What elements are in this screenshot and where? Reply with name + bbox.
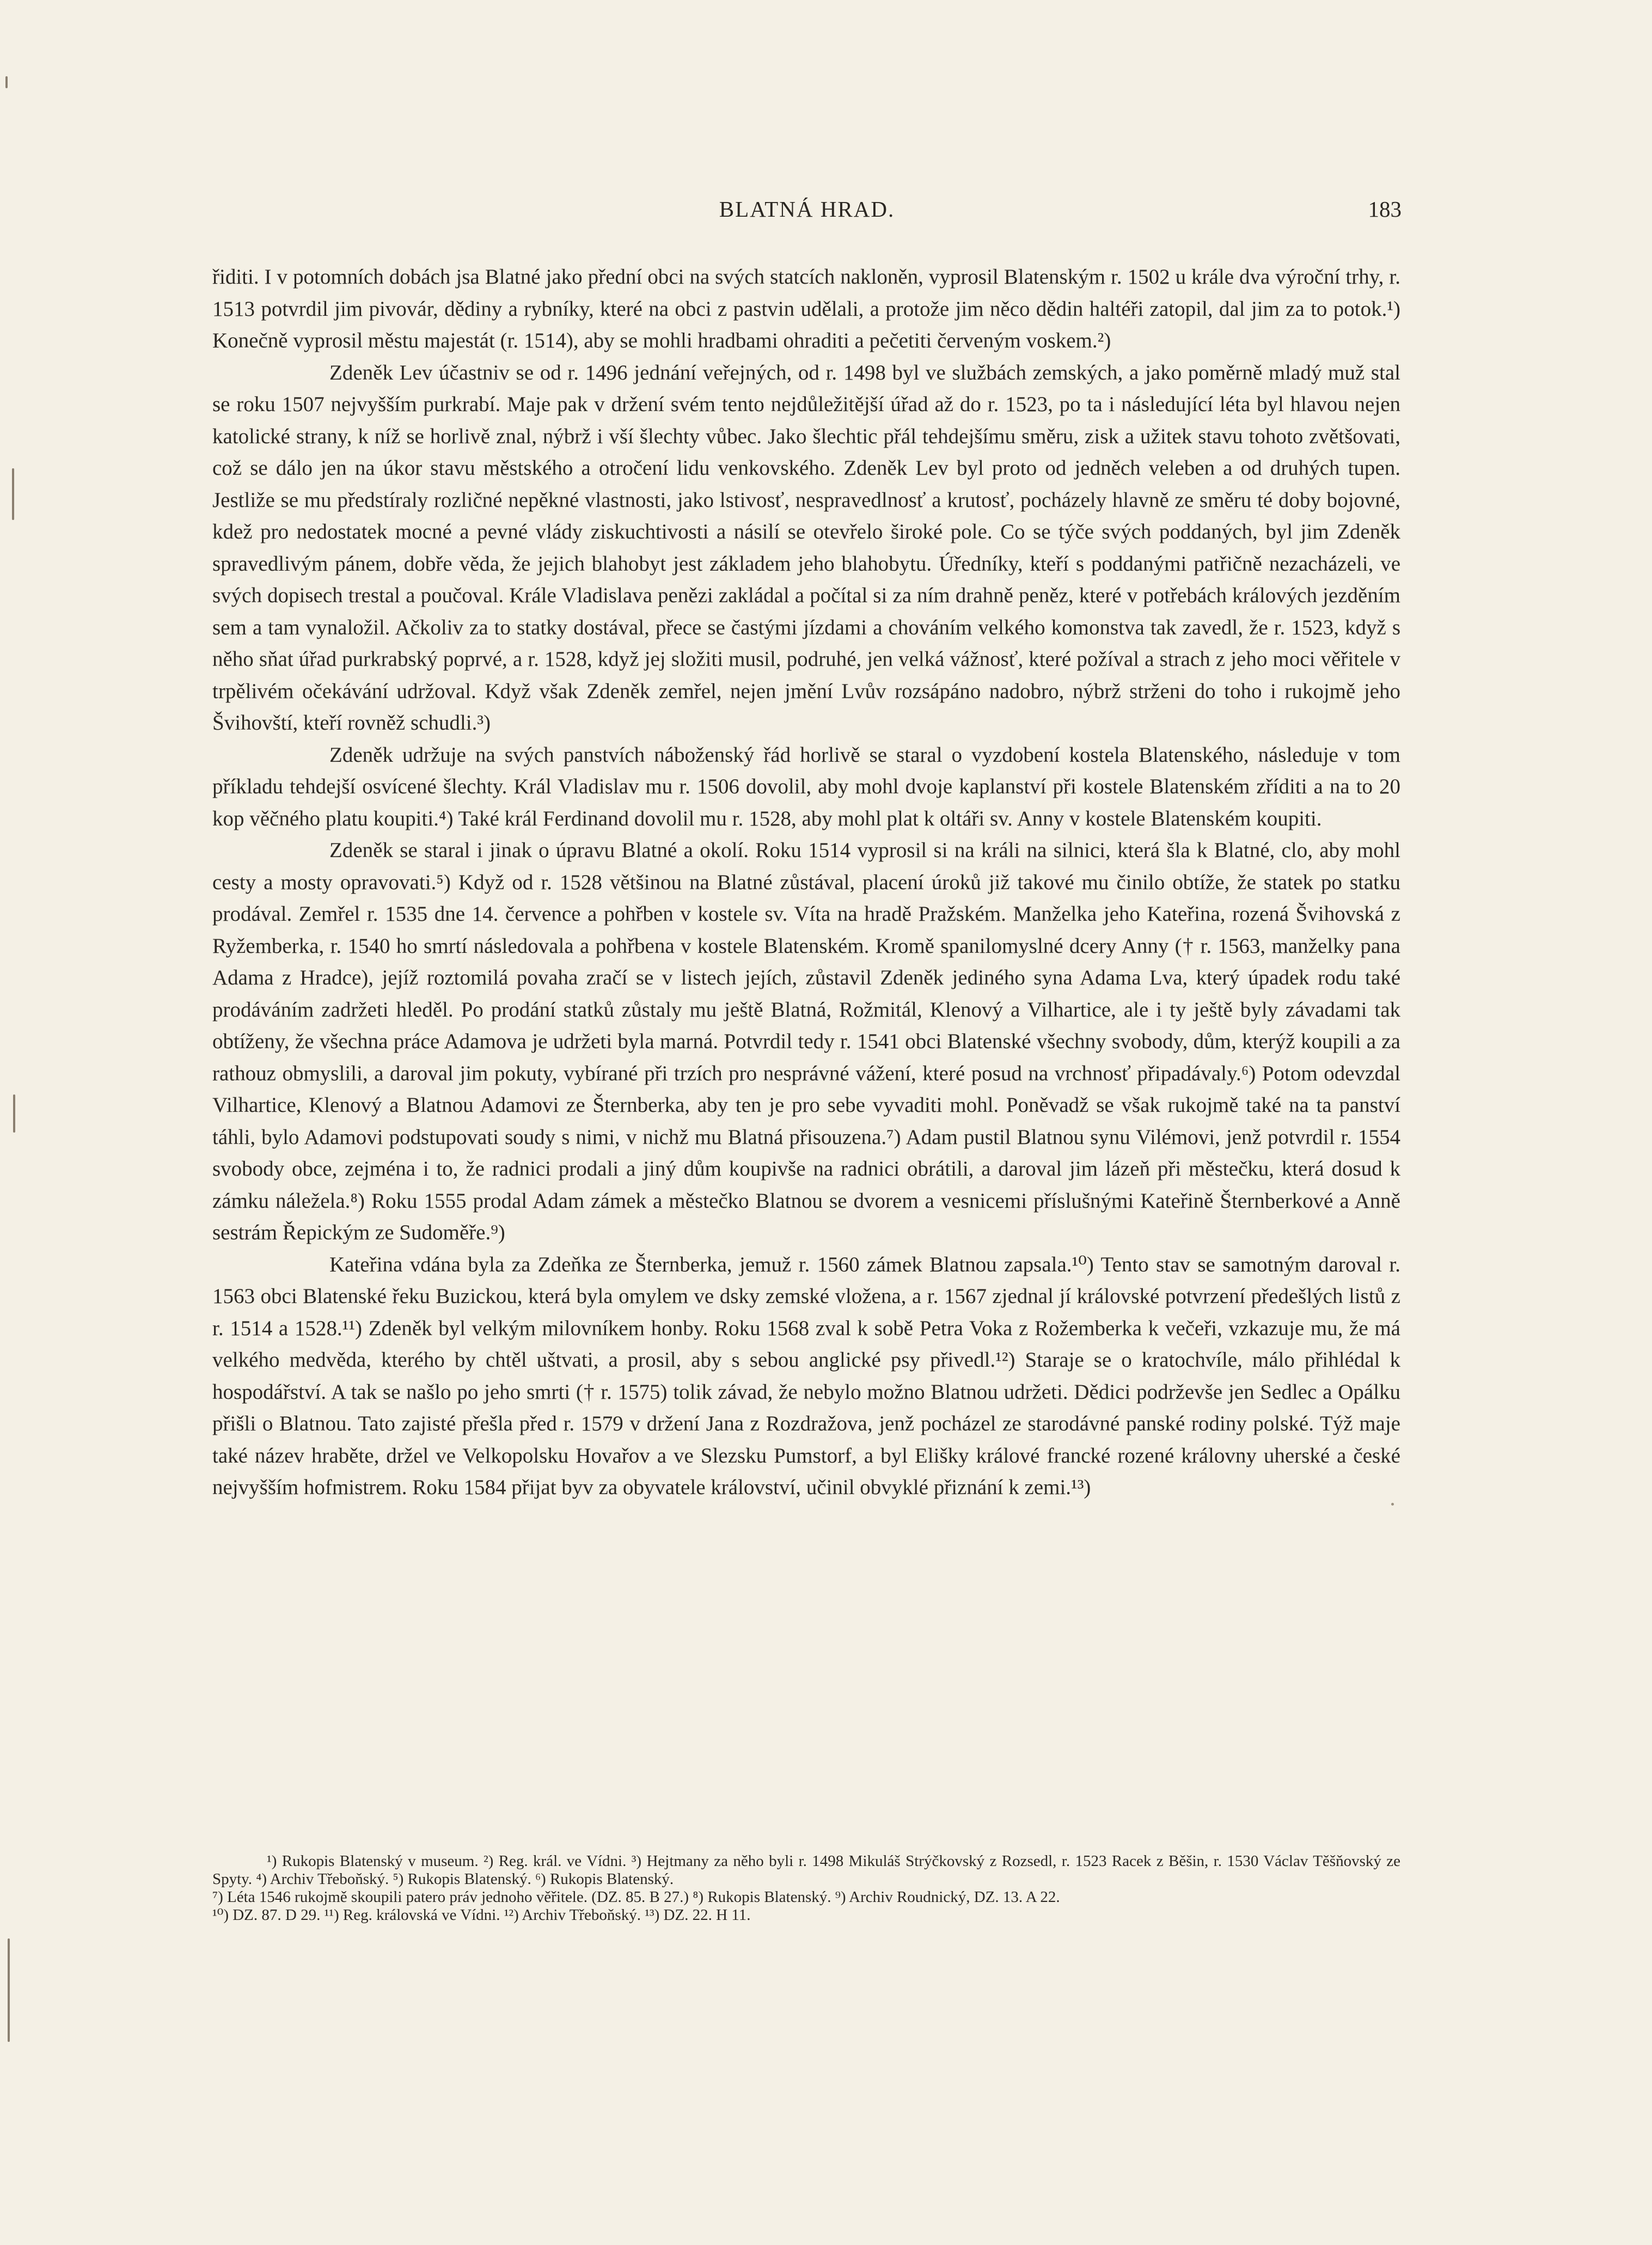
- page-header: [212, 196, 1402, 234]
- paragraph: Zdeněk se staral i jinak o úpravu Blatné a okolí. Roku 1514 vyprosil si na králi na silnici, která šla k Blatné, clo, aby mohl cesty a mosty opravovati.⁵) Když od r. 1528 většinou na Blatné zůstával, placení úroků již takové mu činilo obtíže, že statek po statku prodával. Zemřel r. 1535 dne 14. července a pohřben v kostele sv. Víta na hradě Pražském. Manželka jeho Kateřina, rozená Švihovská z Ryžemberka, r. 1540 ho smrtí následovala a pohřbena v kostele Blatenském. Kromě spanilomyslné dcery Anny († r. 1563, manželky pana Adama z Hradce), jejíž roztomilá povaha zračí se v listech jejích, zůstavil Zdeněk jediného syna Adama Lva, který úpadek rodu také prodáváním zadržeti hleděl. Po prodání statků zůstaly mu ještě Blatná, Rožmitál, Klenový a Vilhartice, ale i ty ještě byly závadami tak obtíženy, že všechna práce Adamova je udržeti byla marná. Potvrdil tedy r. 1541 obci Blatenské všechny svobody, dům, kterýž koupili a za rathouz obmyslili, a daroval jim pokuty, vybírané při trzích pro nesprávné vážení, které posud na vrchnosť připadávaly.⁶) Potom odevzdal Vilhartice, Klenový a Blatnou Adamovi ze Šternberka, aby ten je pro sebe vyvaditi mohl. Poněvadž se však rukojmě také na ta panství táhli, bylo Adamovi podstupovati soudy s nimi, v nichž mu Blatná přisouzena.⁷) Adam pustil Blatnou synu Vilémovi, jenž potvrdil r. 1554 svobody obce, zejména i to, že radnici prodali a jiný dům koupivše na radnici obrátili, a daroval jim lázeň při městečku, která dosud k zámku náležela.⁸) Roku 1555 prodal Adam zámek a městečko Blatnou se dvorem a vesnicemi příslušnými Kateřině Šternberkové a Anně sestrám Řepickým ze Sudoměře.⁹): [212, 839, 1400, 1244]
- footnote-line: ¹⁰) DZ. 87. D 29. ¹¹) Reg. královská ve Vídni. ¹²) Archiv Třeboňský. ¹³) DZ. 22. H 11.: [212, 1906, 751, 1924]
- main-text: [212, 261, 1400, 1504]
- footnote-line: ¹) Rukopis Blatenský v museum. ²) Reg. král. ve Vídni. ³) Hejtmany za něho byli r. 1498 Mikuláš Strýčkovský z Rozsedl, r. 1523 Racek z Běšin, r. 1530 Václav Těšňovský ze Spyty. ⁴) Archiv Třeboňský. ⁵) Rukopis Blatenský. ⁶) Rukopis Blatenský.: [212, 1852, 1400, 1888]
- margin-mark: [12, 468, 14, 520]
- paragraph: Kateřina vdána byla za Zdeňka ze Šternberka, jemuž r. 1560 zámek Blatnou zapsala.¹⁰) Tento stav se samotným daroval r. 1563 obci Blatenské řeku Buzickou, která byla omylem ve dsky zemské vložena, a r. 1567 zjednal jí královské potvrzení předešlých listů z r. 1514 a 1528.¹¹) Zdeněk byl velkým milovníkem honby. Roku 1568 zval k sobě Petra Voka z Rožemberka k večeři, vzkazuje mu, že má velkého medvěda, kterého by chtěl uštvati, a prosil, aby s sebou anglické psy přivedl.¹²) Staraje se o kratochvíle, málo přihlédal k hospodářství. A tak se našlo po jeho smrti († r. 1575) tolik závad, že nebylo možno Blatnou udržeti. Dědici podrževše jen Sedlec a Opálku přišli o Blatnou. Tato zajisté přešla před r. 1579 v držení Jana z Rozdražova, jenž pocházel ze starodávné panské rodiny polské. Týž maje také název hraběte, držel ve Velkopolsku Hovařov a ve Slezsku Pumstorf, a byl Elišky králové francké rozené královny uherské a české nejvyšším hofmistrem. Roku 1584 přijat byv za obyvatele království, učinil obvyklé přiznání k zemi.¹³): [212, 1252, 1400, 1499]
- running-title: BLATNÁ HRAD.: [719, 197, 895, 222]
- margin-mark: [5, 76, 8, 88]
- footnote-line: ⁷) Léta 1546 rukojmě skoupili patero práv jednoho věřitele. (DZ. 85. B 27.) ⁸) Rukopis Blatenský. ⁹) Archiv Roudnický, DZ. 13. A 22.: [212, 1888, 1060, 1906]
- paragraph: Zdeněk Lev účastniv se od r. 1496 jednání veřejných, od r. 1498 byl ve službách zemských, a jako poměrně mladý muž stal se roku 1507 nejvyšším purkrabí. Maje pak v držení svém tento nejdůležitější úřad až do r. 1523, po ta i následující léta byl hlavou nejen katolické strany, k níž se horlivě znal, nýbrž i vší šlechty vůbec. Jako šlechtic přál tehdejšímu směru, zisk a užitek stavu tohoto zvětšovati, což se dálo jen na úkor stavu městského a otročení lidu venkovského. Zdeněk Lev byl proto od jedněch veleben a od druhých tupen. Jestliže se mu předstíraly rozličné nepěkné vlastnosti, jako lstivosť, nespravedlnosť a krutosť, pocházely hlavně ze směru té doby bojovné, kdež pro nedostatek mocné a pevné vlády ziskuchtivosti a násilí se otevřelo široké pole. Co se týče svých poddaných, byl jim Zdeněk spravedlivým pánem, dobře věda, že jejich blahobyt jest základem jeho blahobytu. Úředníky, kteří s poddanými patřičně nezacházeli, ve svých dopisech trestal a poučoval. Krále Vladislava penězi zakládal a počítal si za ním drahně peněz, které v potřebách králových jezděním sem a tam vynaložil. Ačkoliv za to statky dostával, přece se častými jízdami a chováním velkého komonstva tak zavedl, že r. 1523, když s něho sňat úřad purkrabský poprvé, a r. 1528, když jej složiti musil, podruhé, jen velká vážnosť, které požíval a strach z jeho moci věřitele v trpělivém očekávání udržoval. Když však Zdeněk zemřel, nejen jmění Lvův rozsápáno nadobro, nýbrž strženi do toho i rukojmě jeho Švihovští, kteří rovněž schudli.³): [212, 360, 1400, 735]
- margin-mark: [8, 1938, 10, 2042]
- footnotes: [212, 1852, 1400, 1924]
- paragraph: Zdeněk udržuje na svých panstvích náboženský řád horlivě se staral o vyzdobení kostela Blatenského, následuje v tom příkladu tehdejší osvícené šlechty. Král Vladislav mu r. 1506 dovolil, aby mohl dvoje kaplanství při kostele Blatenském zříditi a na to 20 kop věčného platu koupiti.⁴) Také král Ferdinand dovolil mu r. 1528, aby mohl plat k oltáři sv. Anny v kostele Blatenském koupiti.: [212, 743, 1400, 830]
- paragraph: řiditi. I v potomních dobách jsa Blatné jako přední obci na svých statcích nakloněn, vyprosil Blatenským r. 1502 u krále dva výroční trhy, r. 1513 potvrdil jim pivovár, dědiny a rybníky, které na obci z pastvin udělali, a protože jim něco dědin haltéři zatopil, dal jim za to potok.¹) Konečně vyprosil městu majestát (r. 1514), aby se mohli hradbami ohraditi a pečetiti červeným voskem.²): [212, 265, 1400, 352]
- margin-mark: [13, 1094, 15, 1133]
- page-number: 183: [1368, 197, 1402, 222]
